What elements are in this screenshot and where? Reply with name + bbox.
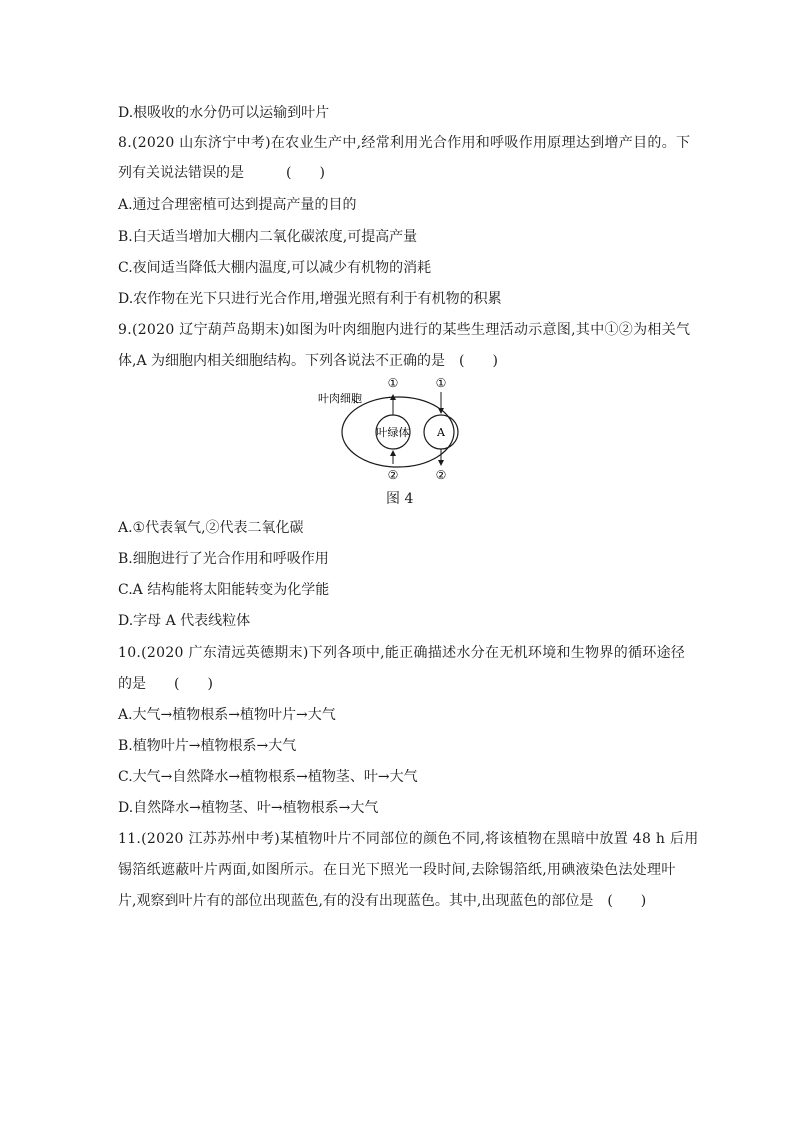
q8-option-b: B.白天适当增加大棚内二氧化碳浓度,可提高产量	[118, 229, 418, 245]
q9-option-d: D.字母 A 代表线粒体	[118, 613, 251, 629]
chloroplast-label: 叶绿体	[376, 426, 410, 439]
q8-stem-line2: 列有关说法错误的是 ( )	[118, 165, 325, 181]
leaf-cell-diagram	[318, 372, 478, 484]
q8-option-d: D.农作物在光下只进行光合作用,增强光照有利于有机物的积累	[118, 291, 502, 307]
q10-stem-line2: 的是 ( )	[118, 676, 213, 692]
q9-stem-line2: 体,A 为细胞内相关细胞结构。下列各说法不正确的是 ( )	[118, 353, 498, 369]
q10-option-d: D.自然降水→植物茎、叶→植物根系→大气	[118, 800, 379, 816]
gas1-top-left: ①	[387, 376, 399, 390]
q9-option-a: A.①代表氧气,②代表二氧化碳	[118, 520, 304, 536]
q9-stem-line1: 9.(2020 辽宁葫芦岛期末)如图为叶肉细胞内进行的某些生理活动示意图,其中①②为相关气	[118, 322, 691, 338]
q7-option-d: D.根吸收的水分仍可以运输到叶片	[118, 105, 330, 121]
q8-option-a: A.通过合理密植可达到提高产量的目的	[118, 197, 357, 213]
cell-label: 叶肉细胞	[318, 392, 362, 405]
q8-option-c: C.夜间适当降低大棚内温度,可以减少有机物的消耗	[118, 260, 432, 276]
gas2-bottom-right: ②	[435, 468, 447, 482]
q9-option-b: B.细胞进行了光合作用和呼吸作用	[118, 551, 329, 567]
q11-stem-line3: 片,观察到叶片有的部位出现蓝色,有的没有出现蓝色。其中,出现蓝色的部位是 ( )	[118, 893, 647, 909]
q11-stem-line1: 11.(2020 江苏苏州中考)某植物叶片不同部位的颜色不同,将该植物在黑暗中放置 48 h 后用	[118, 831, 699, 847]
q9-option-c: C.A 结构能将太阳能转变为化学能	[118, 582, 330, 598]
gas1-top-right: ①	[435, 376, 447, 390]
q8-stem-line1: 8.(2020 山东济宁中考)在农业生产中,经常利用光合作用和呼吸作用原理达到增产目的。下	[118, 135, 691, 151]
gas2-bottom-left: ②	[387, 468, 399, 482]
q11-stem-line2: 锡箔纸遮蔽叶片两面,如图所示。在日光下照光一段时间,去除锡箔纸,用碘液染色法处理叶	[118, 862, 676, 878]
q10-option-a: A.大气→植物根系→植物叶片→大气	[118, 707, 336, 723]
q10-option-c: C.大气→自然降水→植物根系→植物茎、叶→大气	[118, 769, 418, 785]
q10-stem-line1: 10.(2020 广东清远英德期末)下列各项中,能正确描述水分在无机环境和生物界的循环途径	[118, 645, 686, 661]
figure-caption: 图 4	[386, 491, 414, 507]
q10-option-b: B.植物叶片→植物根系→大气	[118, 738, 297, 754]
organelle-a-label: A	[437, 426, 445, 439]
